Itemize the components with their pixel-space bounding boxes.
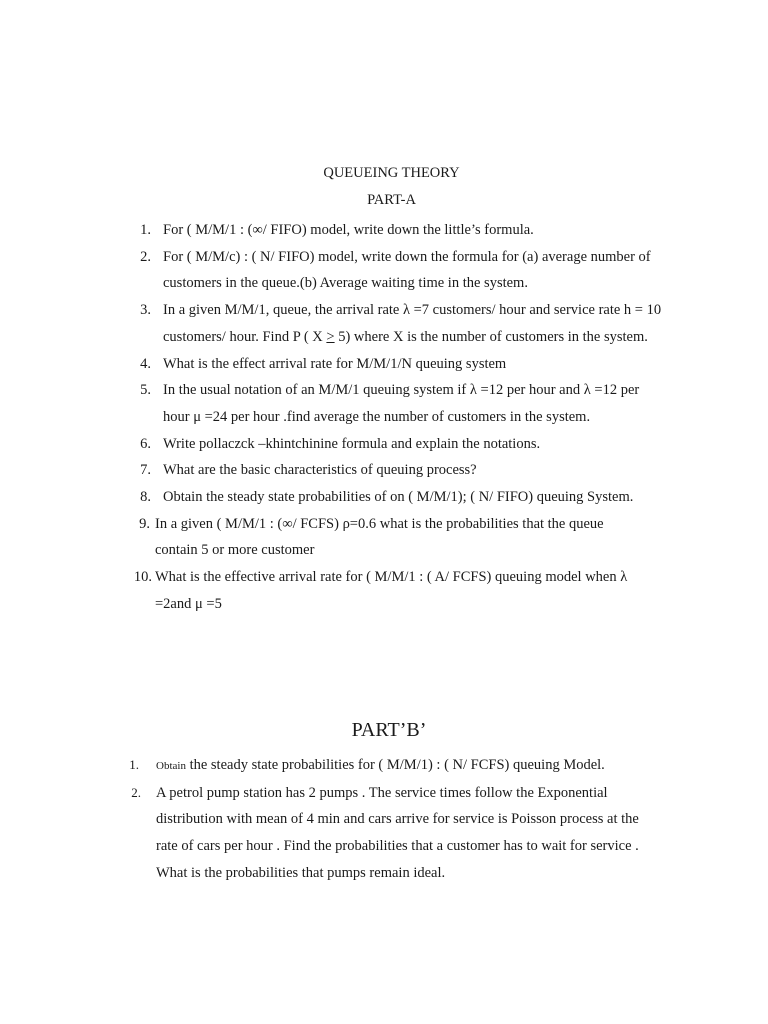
question-number: 2. [131,784,141,800]
question-number: 4. [140,355,151,372]
question-text-part: Obtain [156,760,186,772]
question-text: Write pollaczck –khintchinine formula and explain the notations. [163,435,541,452]
question-item [0,752,651,780]
question-text: What is the effective arrival rate for ( M/M/1 : ( A/ FCFS) queuing model when λ =2and μ =5 [155,569,628,612]
question-item [0,217,663,244]
question-text-part: the steady state probabilities for ( M/M/1) : ( N/ FCFS) queuing Model. [185,757,605,773]
question-number: 3. [140,302,151,319]
question-number: 2. [140,248,151,265]
question-item [0,244,663,297]
question-item [0,431,663,458]
question-text: For ( M/M/1 : (∞/ FIFO) model, write down the little’s formula. [163,222,534,238]
part-a-question-list [0,217,768,618]
question-number: 5. [140,382,151,399]
question-text: A petrol pump station has 2 pumps . The service times follow the Exponential distribution with mean of 4 min and cars arrive for service is Poisson process at the rate of cars per hour . Find the probabilities that a customer has to wait for service . What is the probabilities that pumps remain ideal. [156,784,639,881]
part-b-heading: PART’B’ [351,719,427,741]
question-number: 1. [140,222,151,238]
question-text-part: 5) where X is the number of customers in the system. [334,328,648,345]
question-text-part: In a given M/M/1, queue, the arrival rate λ =7 customers/ hour and service rate h = 10 customers/ hour. Find P ( X [163,302,662,345]
question-item [0,457,663,484]
question-text: In the usual notation of an M/M/1 queuing system if λ =12 per hour and λ =12 per hour μ =24 per hour .find average the number of customers in the system. [163,382,640,425]
question-item [0,564,640,617]
question-text: For ( M/M/c) : ( N/ FIFO) model, write down the formula for (a) average number of customers in the queue.(b) Average waiting time in the system. [163,248,651,292]
question-text: What are the basic characteristics of queuing process? [163,462,477,479]
question-text: Obtain the steady state probabilities of on ( M/M/1); ( N/ FIFO) queuing System. [163,489,634,506]
part-b-question-list [0,752,768,887]
question-number: 7. [140,462,151,479]
greater-equal-symbol: > [326,328,335,345]
question-item [0,351,663,378]
question-item [0,780,651,887]
question-number: 1. [129,757,139,772]
question-text: In a given ( M/M/1 : (∞/ FCFS) ρ=0.6 what is the probabilities that the queue contain 5 or more customer [155,515,604,559]
question-number: 6. [140,435,151,452]
question-number: 8. [140,489,151,506]
question-number: 9. [139,515,150,532]
question-item [0,484,663,511]
question-text: What is the effect arrival rate for M/M/1/N queuing system [163,355,507,372]
question-item [0,297,663,350]
document-title: QUEUEING THEORY [323,165,460,181]
part-a-heading: PART-A [367,192,416,208]
question-number: 10. [133,569,152,586]
question-item [0,377,663,430]
question-item [0,511,640,564]
